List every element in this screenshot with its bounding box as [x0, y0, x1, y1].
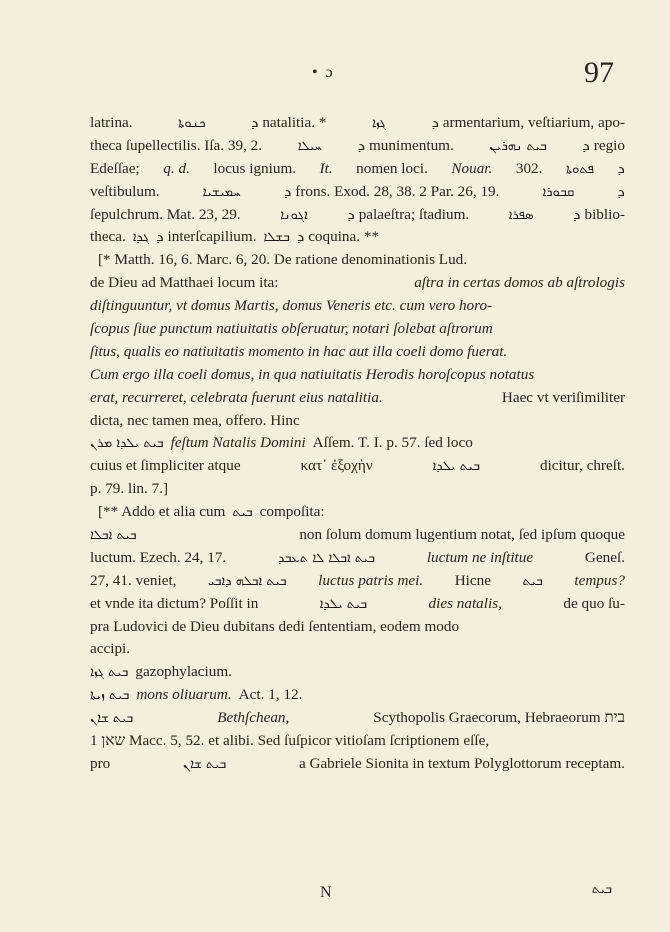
text-line	[90, 226, 625, 249]
syriac-word: ܒܝܬ ܝܠܕܐ	[319, 596, 368, 612]
syriac-word: ܒܝܬ	[232, 505, 253, 521]
text-segment: theca.	[90, 228, 126, 246]
text-line	[90, 478, 625, 501]
text-segment: accipi.	[90, 640, 131, 658]
text-line	[90, 410, 625, 433]
signature-mark: N	[320, 884, 332, 901]
text-segment: pro	[90, 754, 111, 772]
syriac-word: ܚܝܠܐ	[297, 138, 323, 154]
syriac-word: ܒܝܬ ܐܒܠܗ ܕܐܒܝ	[208, 573, 287, 589]
text-segment: 302.	[515, 159, 543, 177]
catchword: ܒܝܬ	[591, 882, 612, 897]
text-line	[90, 684, 625, 707]
text-line	[90, 570, 625, 593]
text-segment: שאן 1 Macc. 5, 52. et alibi. Sed ſuſpicor vitioſam ſcriptionem eſſe,	[90, 732, 490, 750]
text-segment: ſepulchrum. Mat. 23, 29.	[90, 205, 241, 223]
syriac-word: ܦܬܘܬܐ	[565, 161, 594, 177]
syriac-word: ܚܡܝܫܝܐ	[202, 184, 241, 200]
text-segment: ܕ	[617, 159, 625, 177]
text-segment: ܕ interſcapilium.	[156, 228, 257, 246]
syriac-word: ܒܝܬ ܫܐܢ	[90, 711, 134, 727]
italic-text: dies natalis,	[428, 594, 502, 612]
text-segment: latrina.	[90, 114, 133, 131]
text-segment: p. 79. lin. 7.]	[90, 480, 169, 498]
italic-text: Cum ergo illa coeli domus, in qua natiuitatis Herodis horoſcopus notatus	[90, 365, 535, 383]
italic-text: q. d.	[163, 159, 190, 177]
italic-text: diſtinguuntur, vt domus Martis, domus Veneris etc. cum vero horo-	[90, 297, 493, 315]
text-segment: a Gabriele Sionita in textum Polyglottorum receptam.	[298, 754, 625, 772]
text-segment: ܕ frons. Exod. 28, 38. 2 Par. 26, 19.	[283, 182, 500, 200]
syriac-word: ܒܝܬ ܙܝܬܐ	[90, 688, 130, 704]
text-line	[90, 295, 625, 318]
italic-text: ſitus, qualis eo natiuitatis momento in hac aut illa coeli domo fuerat.	[90, 342, 508, 360]
text-line	[90, 249, 625, 272]
italic-text: feſtum Natalis Domini	[170, 434, 306, 452]
text-line	[90, 181, 625, 204]
text-line	[90, 593, 625, 616]
italic-text: luctus patris mei.	[318, 571, 424, 589]
text-segment: locus ignium.	[213, 159, 297, 177]
text-line	[90, 112, 625, 135]
syriac-word: ܓܙܐ	[371, 116, 386, 131]
text-line	[90, 364, 625, 387]
page-body-text	[90, 112, 625, 776]
header-ornament: • ɔ	[312, 64, 335, 81]
text-segment: ܕ biblio-	[573, 205, 625, 223]
italic-text: luctum ne inſtitue	[426, 548, 534, 566]
text-segment: theca ſupellectilis. Iſa. 39, 2.	[90, 136, 263, 154]
text-segment: Geneſ.	[584, 548, 625, 566]
text-segment: compoſita:	[259, 503, 325, 521]
text-segment: non ſolum domum lugentium notat, ſed ipſum quoque	[299, 526, 625, 544]
text-line	[90, 753, 625, 776]
text-segment: Scythopolis Graecorum, Hebraeorum בית	[373, 709, 625, 727]
syriac-word: ܒܝܬ	[522, 573, 543, 589]
text-segment: Edeſſae;	[90, 159, 140, 177]
text-line	[90, 730, 625, 753]
text-segment: veſtibulum.	[90, 182, 160, 200]
text-segment: luctum. Ezech. 24, 17.	[90, 548, 227, 566]
italic-text: ſcopus ſiue punctum natiuitatis obſeruatur, notari ſolebat aſtrorum	[90, 320, 493, 338]
text-segment: cuius et ſimpliciter atque	[90, 457, 241, 475]
text-line	[90, 135, 625, 158]
syriac-word: ܓܕܐ	[132, 230, 150, 246]
syriac-word: ܐܓܘܢܐ	[280, 207, 308, 223]
text-line	[90, 432, 625, 455]
italic-text: erat, recurreret, celebrata fuerunt eius natalitia.	[90, 388, 383, 406]
text-line	[90, 272, 625, 295]
text-segment: κατ᾽ ἐξοχὴν	[300, 457, 373, 475]
text-line	[90, 661, 625, 684]
page-number: 97	[584, 56, 614, 89]
text-segment: de quo ſu-	[563, 594, 625, 612]
text-line	[90, 524, 625, 547]
text-line	[90, 158, 625, 181]
text-segment: ܕ natalitia. *	[251, 114, 327, 131]
text-line	[90, 707, 625, 730]
text-segment: Hicne	[454, 571, 491, 589]
text-segment: pra Ludovici de Dieu dubitans dedi ſententiam, eodem modo	[90, 617, 460, 635]
text-line	[90, 547, 625, 570]
text-segment: Haec vt veriſimiliter	[501, 388, 625, 406]
text-segment: ܕ armentarium, veſtiarium, apo-	[431, 114, 625, 131]
text-segment: et vnde ita dictum? Poſſit in	[90, 594, 259, 612]
text-segment: nomen loci.	[356, 159, 428, 177]
text-segment: [* Matth. 16, 6. Marc. 6, 20. De ratione denominationis Lud.	[98, 251, 468, 269]
text-segment: ܕ	[617, 182, 625, 200]
text-segment: de Dieu ad Matthaei locum ita:	[90, 274, 279, 292]
syriac-word: ܒܝܬ ܝܠܕܐ	[432, 459, 480, 475]
text-line	[90, 638, 625, 661]
text-segment: [** Addo et alia cum	[98, 503, 226, 521]
text-line	[90, 318, 625, 341]
syriac-word: ܒܝܬ ܓܙܐ	[90, 665, 129, 681]
italic-text: Nouar.	[451, 159, 493, 177]
text-line	[90, 387, 625, 410]
syriac-word: ܟܢܘܬܐ	[178, 116, 206, 131]
syriac-word: ܒܝܬ ܐܒܠܐ ܠܐ ܬܥܒܕ	[278, 550, 376, 566]
syriac-word: ܒܝܬ ܫܐܢ	[182, 756, 227, 772]
text-line	[90, 204, 625, 227]
text-segment: dicta, nec tamen mea, offero. Hinc	[90, 411, 300, 429]
italic-text: It.	[319, 159, 333, 177]
italic-text: Bethſchean,	[217, 709, 290, 727]
syriac-word: ܒܝܬ ܢܗܪܝܢ	[489, 138, 547, 154]
syriac-word: ܣܦܪܐ	[508, 207, 534, 223]
text-segment: ܕ coquina. **	[296, 228, 380, 246]
italic-text: aſtra in certas domos ab aſtrologis	[414, 274, 625, 292]
text-segment: Act. 1, 12.	[238, 686, 303, 704]
syriac-word: ܩܒܘܪܐ	[542, 184, 575, 200]
text-line	[90, 616, 625, 639]
text-segment: 27, 41. veniet,	[90, 571, 177, 589]
italic-text: mons oliuarum.	[136, 686, 232, 704]
text-segment: ܕ regio	[582, 136, 625, 154]
text-segment: dicitur, chreſt.	[539, 457, 625, 475]
syriac-word: ܒܝܬ ܝܠܕܐ ܡܪܢ	[90, 436, 164, 452]
text-segment: ܕ munimentum.	[357, 136, 454, 154]
text-line	[90, 455, 625, 478]
syriac-word: ܒܫܠܐ	[263, 230, 290, 246]
text-line	[90, 501, 625, 524]
text-line	[90, 341, 625, 364]
text-segment: gazophylacium.	[135, 663, 232, 681]
italic-text: tempus?	[574, 571, 625, 589]
text-segment: ܕ palaeſtra; ſtadium.	[347, 205, 470, 223]
syriac-word: ܒܝܬ ܐܒܠܐ	[90, 528, 137, 544]
text-segment: Aſſem. T. I. p. 57. ſed loco	[312, 434, 473, 452]
